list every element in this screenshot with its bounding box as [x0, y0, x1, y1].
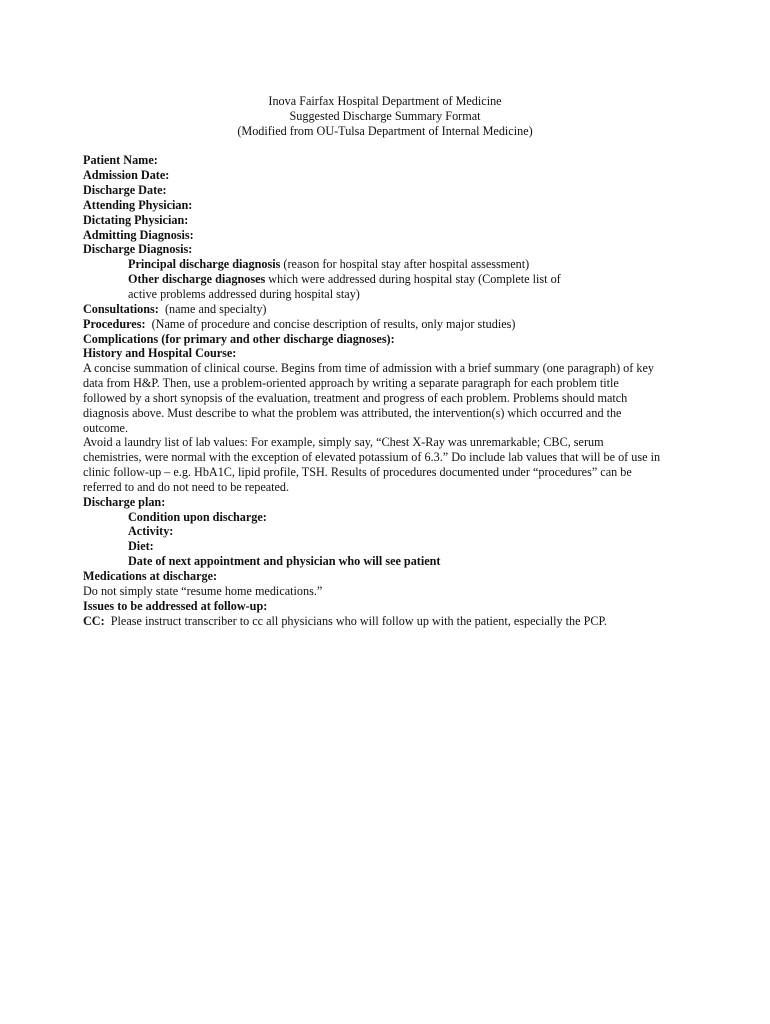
header-format-line: Suggested Discharge Summary Format — [289, 108, 481, 123]
field-patient-name: Patient Name: — [83, 153, 158, 168]
history-p2-line: Avoid a laundry list of lab values: For example, simply say, “Chest X-Ray was unremarkable; CBC, serum — [83, 435, 604, 450]
consultations-line — [83, 302, 695, 317]
history-p2-line: clinic follow-up – e.g. HbA1C, lipid profile, TSH. Results of procedures documented under “procedures” can be — [83, 465, 632, 480]
history-paragraph-2 — [83, 435, 695, 494]
document-header — [83, 94, 687, 138]
history-p1-line: diagnosis above. Must describe to what the problem was attributed, the intervention(s) which occurred and the — [83, 405, 622, 420]
history-p1-line: followed by a short synopsis of the evaluation, treatment and progress of each problem. Problems should match — [83, 390, 628, 405]
other-diagnoses-text: which were addressed during hospital stay (Complete list of — [265, 272, 561, 287]
other-diagnoses-continuation: active problems addressed during hospital stay) — [128, 286, 360, 301]
history-p2-line: chemistries, were normal with the exception of elevated potassium of 6.3.” Do include lab values that will be of use in — [83, 450, 661, 465]
field-dictating-physician: Dictating Physician: — [83, 212, 189, 227]
medications-label: Medications at discharge: — [83, 569, 218, 584]
header-hospital-line: Inova Fairfax Hospital Department of Medicine — [268, 94, 502, 108]
document-page — [83, 94, 695, 628]
field-admitting-diagnosis: Admitting Diagnosis: — [83, 227, 194, 242]
cc-label: CC: — [83, 613, 105, 628]
principal-diagnosis-label: Principal discharge diagnosis — [128, 257, 281, 272]
history-p1-line: A concise summation of clinical course. Begins from time of admission with a brief summary (one paragraph) of key — [83, 361, 654, 376]
medications-text: Do not simply state “resume home medications.” — [83, 583, 323, 598]
fields-block — [83, 153, 695, 628]
history-label: History and Hospital Course: — [83, 346, 237, 361]
history-paragraph-1 — [83, 361, 695, 435]
other-diagnoses-label: Other discharge diagnoses — [128, 272, 266, 287]
cc-text: Please instruct transcriber to cc all physicians who will follow up with the patient, especially the PCP. — [104, 613, 607, 628]
history-p1-line: outcome. — [83, 420, 129, 435]
procedures-label: Procedures: — [83, 316, 146, 331]
issues-label: Issues to be addressed at follow-up: — [83, 598, 268, 613]
principal-diagnosis-line — [83, 257, 695, 272]
procedures-text: (Name of procedure and concise description of results, only major studies) — [145, 316, 516, 331]
diet-label: Diet: — [128, 539, 154, 554]
next-appointment-label: Date of next appointment and physician who will see patient — [128, 554, 441, 569]
field-discharge-diagnosis: Discharge Diagnosis: — [83, 242, 193, 257]
other-diagnoses-line — [83, 272, 695, 287]
complications-label: Complications (for primary and other discharge diagnoses): — [83, 331, 395, 346]
history-p1-line: data from H&P. Then, use a problem-oriented approach by writing a separate paragraph for each problem title — [83, 376, 619, 391]
principal-diagnosis-text: (reason for hospital stay after hospital assessment) — [280, 257, 530, 272]
discharge-plan-label: Discharge plan: — [83, 494, 166, 509]
history-p2-line: referred to and do not need to be repeated. — [83, 479, 290, 494]
field-attending-physician: Attending Physician: — [83, 197, 193, 212]
activity-label: Activity: — [128, 524, 174, 539]
consultations-label: Consultations: — [83, 301, 159, 316]
condition-upon-discharge: Condition upon discharge: — [128, 509, 267, 524]
consultations-text: (name and specialty) — [158, 301, 267, 316]
field-admission-date: Admission Date: — [83, 168, 170, 183]
header-modified-line: (Modified from OU-Tulsa Department of Internal Medicine) — [237, 123, 533, 138]
cc-line — [83, 614, 695, 629]
field-discharge-date: Discharge Date: — [83, 183, 167, 198]
procedures-line — [83, 317, 695, 332]
